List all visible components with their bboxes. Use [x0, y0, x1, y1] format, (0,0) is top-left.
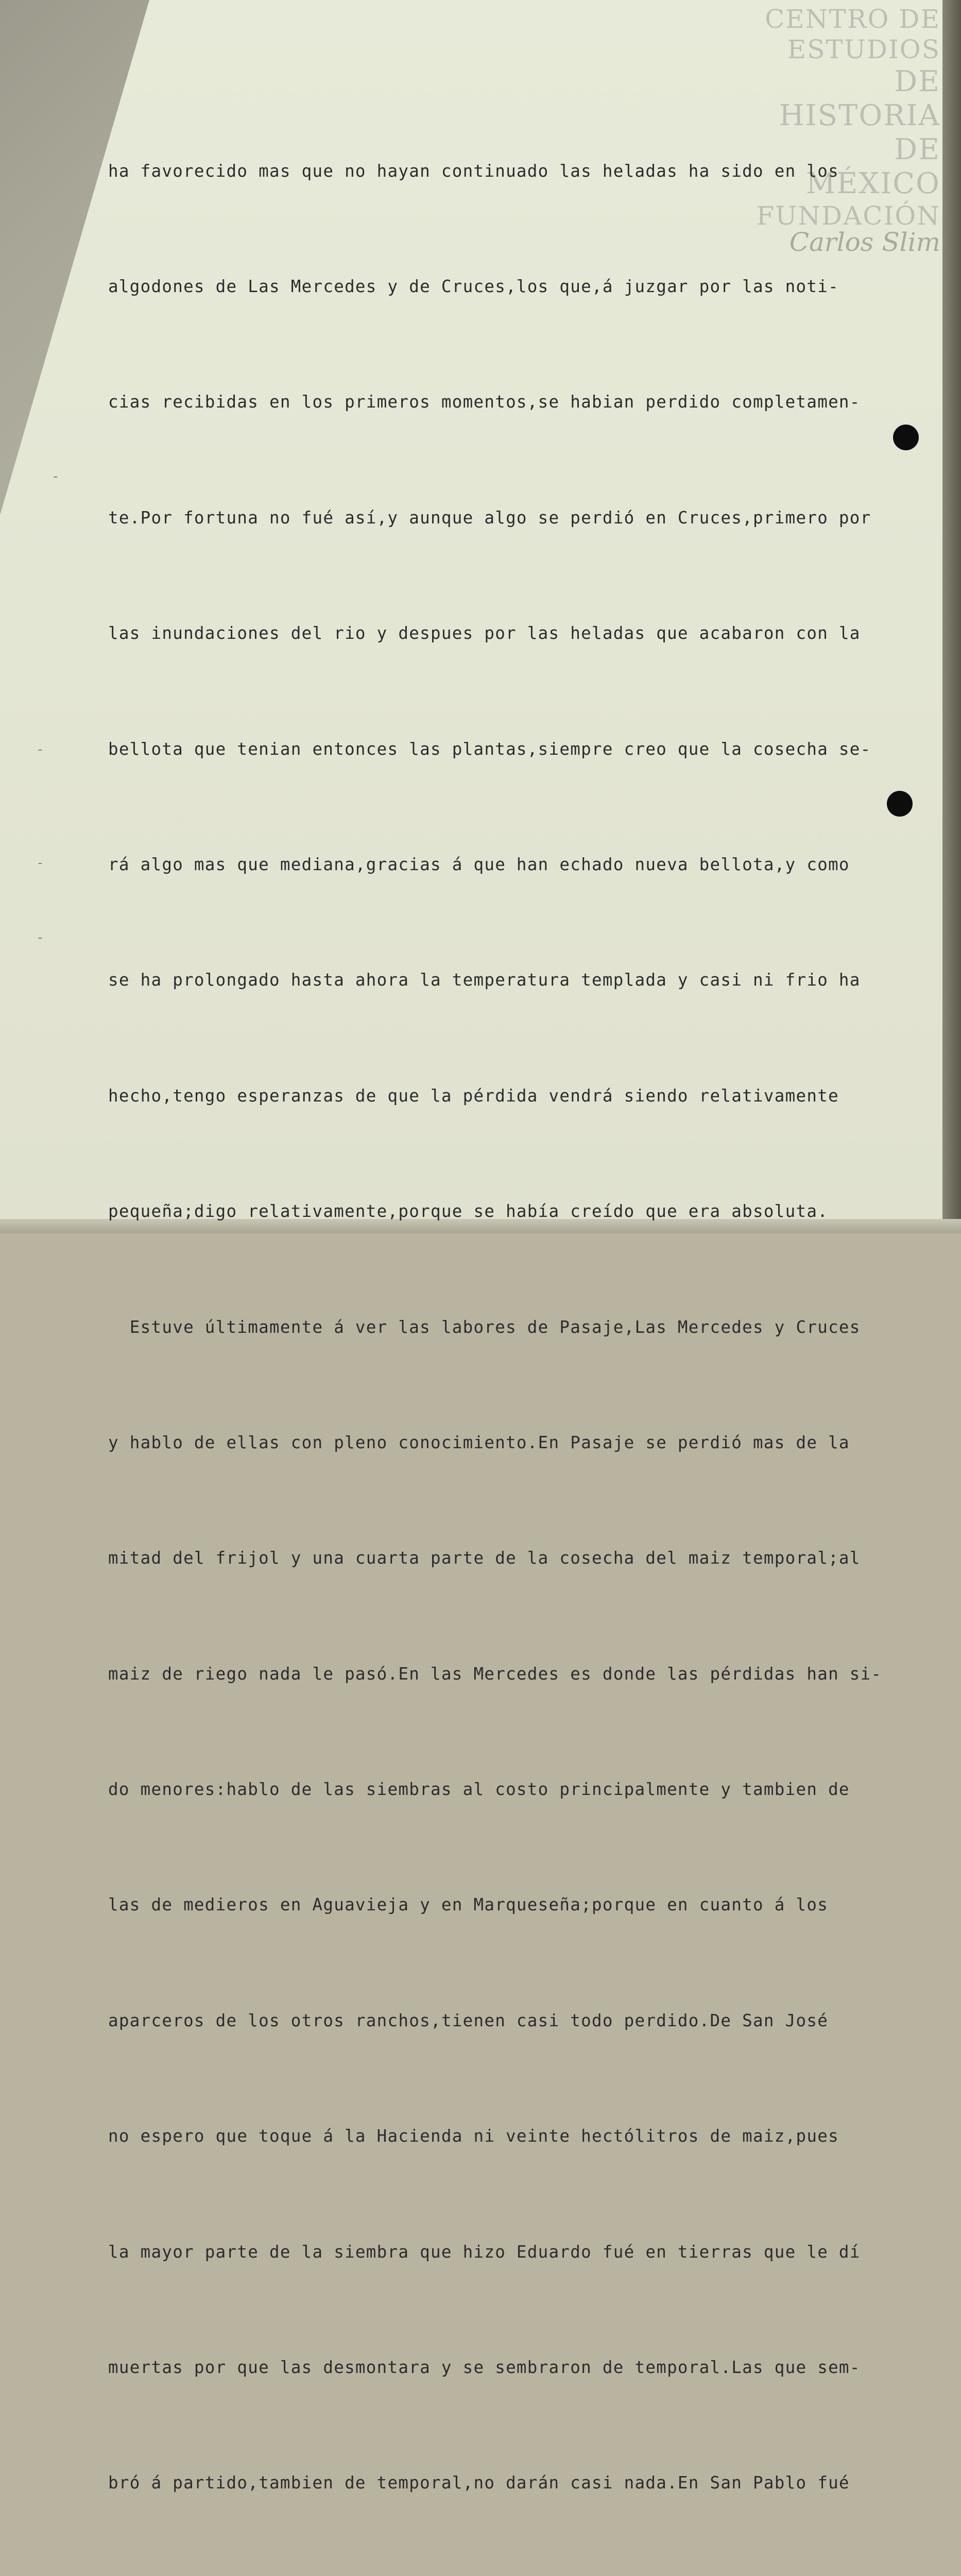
text-line: maiz de riego nada le pasó.En las Mercedes es donde las pérdidas han si-: [108, 1664, 882, 1684]
text-line: pequeña;digo relativamente,porque se había creído que era absoluta.: [108, 1201, 829, 1222]
text-line: mitad del frijol y una cuarta parte de la cosecha del maiz temporal;al: [108, 1548, 861, 1568]
text-line: do menores:hablo de las siembras al costo principalmente y tambien de: [108, 1780, 850, 1800]
text-line: no espero que toque á la Hacienda ni veinte hectólitros de maiz,pues: [108, 2126, 839, 2146]
watermark-line-5: FUNDACIÓN: [756, 201, 940, 231]
typed-letter-body: [108, 75, 942, 2576]
text-line: bró á partido,tambien de temporal,no darán casi nada.En San Pablo fué: [108, 2473, 850, 2493]
text-line: rá algo mas que mediana,gracias á que han echado nueva bellota,y como: [108, 854, 850, 874]
margin-mark: -: [36, 742, 44, 757]
text-line: las de medieros en Aguavieja y en Marqueseña;porque en cuanto á los: [108, 1895, 829, 1915]
watermark-line-4: DE MÉXICO: [806, 133, 940, 201]
text-line: aparceros de los otros ranchos,tienen casi todo perdido.De San José: [108, 2010, 829, 2030]
text-line: te.Por fortuna no fué así,y aunque algo se perdió en Cruces,primero por: [108, 507, 871, 528]
text-line: y hablo de ellas con pleno conocimiento.En Pasaje se perdió mas de la: [108, 1432, 850, 1452]
text-line: las inundaciones del rio y despues por las heladas que acabaron con la: [108, 623, 861, 643]
text-line: hecho,tengo esperanzas de que la pérdida vendrá siendo relativamente: [108, 1086, 839, 1106]
margin-mark: -: [36, 930, 44, 945]
watermark-line-3: DE HISTORIA: [779, 65, 940, 133]
text-line: ha favorecido mas que no hayan continuado las heladas ha sido en los: [108, 161, 839, 181]
text-line: se ha prolongado hasta ahora la temperatura templada y casi ni frio ha: [108, 970, 861, 990]
margin-mark: -: [36, 855, 44, 871]
watermark-line-2: ESTUDIOS: [787, 35, 940, 64]
watermark-line-1: CENTRO DE: [765, 4, 940, 34]
watermark-signature: Carlos Slim: [789, 227, 940, 258]
text-line: cias recibidas en los primeros momentos,se habian perdido completamen-: [108, 392, 861, 412]
text-line: Estuve últimamente á ver las labores de Pasaje,Las Mercedes y Cruces: [108, 1317, 861, 1337]
margin-mark: -: [52, 469, 60, 484]
text-line: muertas por que las desmontara y se sembraron de temporal.Las que sem-: [108, 2358, 861, 2378]
page-right-edge: [942, 0, 961, 1233]
text-line: algodones de Las Mercedes y de Cruces,los que,á juzgar por las noti-: [108, 276, 839, 296]
punch-hole: [887, 791, 913, 817]
punch-hole: [893, 425, 919, 450]
text-line: la mayor parte de la siembra que hizo Eduardo fué en tierras que le dí: [108, 2242, 861, 2262]
text-line: bellota que tenian entonces las plantas,siempre creo que la cosecha se-: [108, 739, 871, 759]
